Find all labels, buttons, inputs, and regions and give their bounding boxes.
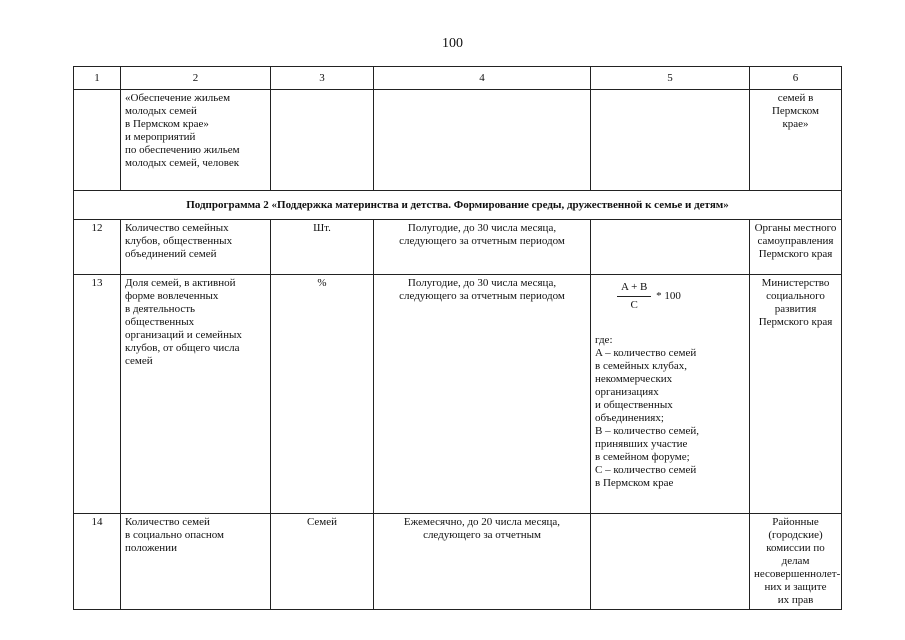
table-row — [74, 220, 842, 275]
cell-responsible: Органы местного самоуправления Пермского края — [750, 220, 842, 275]
subprogram-row — [74, 191, 842, 220]
column-header-4: 4 — [374, 67, 591, 90]
cell-method — [591, 90, 750, 191]
formula-multiplier: * 100 — [656, 290, 681, 302]
formula-denominator: C — [630, 299, 638, 311]
calculation-formula — [617, 281, 745, 312]
cell-period: Полугодие, до 30 числа месяца, следующего за отчетным периодом — [374, 220, 591, 275]
formula-explanation: где: A – количество семей в семейных клубах, некоммерческих организациях и общественных объединениях; B – количество семей, принявших участие в семейном форуме; C – количество семей в Пермском крае — [595, 334, 699, 489]
cell-period — [374, 90, 591, 191]
table-row — [74, 514, 842, 610]
cell-num: 14 — [74, 514, 121, 610]
cell-indicator-name: Количество семей в социально опасном положении — [121, 514, 271, 610]
indicators-table — [73, 66, 842, 610]
cell-unit — [271, 90, 374, 191]
cell-unit: Шт. — [271, 220, 374, 275]
cell-num: 12 — [74, 220, 121, 275]
table-header-row — [74, 67, 842, 90]
cell-method — [591, 220, 750, 275]
cell-responsible: Министерство социального развития Пермского края — [750, 275, 842, 514]
cell-indicator-name: Доля семей, в активной форме вовлеченных в деятельность общественных организаций и семейных клубов, от общего числа семей — [121, 275, 271, 514]
column-header-3: 3 — [271, 67, 374, 90]
cell-indicator-name: Количество семейных клубов, общественных объединений семей — [121, 220, 271, 275]
cell-unit: % — [271, 275, 374, 514]
column-header-5: 5 — [591, 67, 750, 90]
column-header-2: 2 — [121, 67, 271, 90]
formula-fraction — [617, 281, 651, 312]
column-header-1: 1 — [74, 67, 121, 90]
cell-method — [591, 514, 750, 610]
cell-indicator-name: «Обеспечение жильем молодых семей в Пермском крае» и мероприятий по обеспечению жильем молодых семей, человек — [121, 90, 271, 191]
cell-method — [591, 275, 750, 514]
table-row — [74, 275, 842, 514]
cell-num: 13 — [74, 275, 121, 514]
page-number: 100 — [442, 36, 463, 51]
cell-unit: Семей — [271, 514, 374, 610]
cell-num — [74, 90, 121, 191]
table-row-continuation — [74, 90, 842, 191]
cell-responsible: семей в Пермском крае» — [750, 90, 842, 191]
column-header-6: 6 — [750, 67, 842, 90]
subprogram-title: Подпрограмма 2 «Поддержка материнства и детства. Формирование среды, дружественной к семье и детям» — [74, 191, 842, 220]
cell-period: Полугодие, до 30 числа месяца, следующего за отчетным периодом — [374, 275, 591, 514]
cell-responsible: Районные (городские) комиссии по делам несовершеннолет- них и защите их прав — [750, 514, 842, 610]
formula-numerator: A + B — [617, 281, 651, 297]
cell-period: Ежемесячно, до 20 числа месяца, следующего за отчетным — [374, 514, 591, 610]
